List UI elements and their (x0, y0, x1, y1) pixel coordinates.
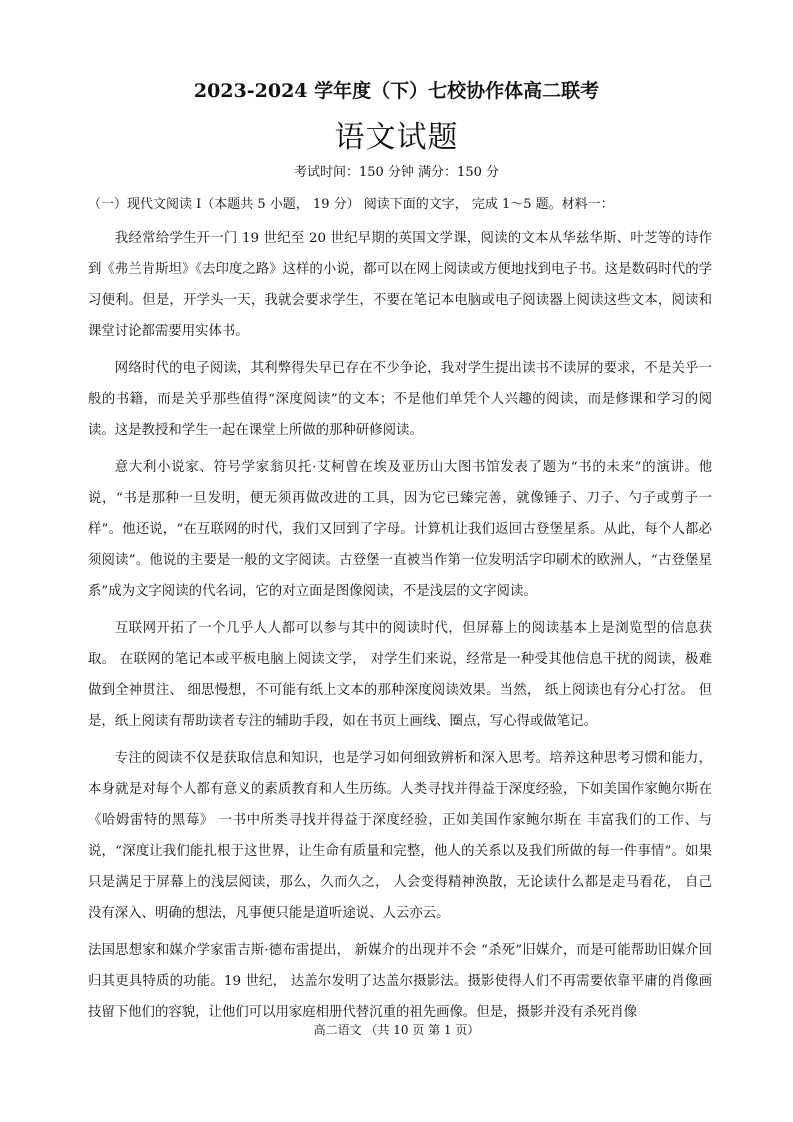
passage-paragraph: 专注的阅读不仅是获取信息和知识，也是学习如何细致辨析和深入思考。培养这种思考习惯和能力，本身就是对每个人都有意义的素质教育和人生历练。人类寻找并得益于深度经验，下如美国作家鲍尔斯在《哈姆雷特的黑莓》 一书中所类寻找并得益于深度经验，正如美国作家鲍尔斯在 丰富我们的工作、与说，“深度让我们能扎根于这世界，让生命有质量和完整，他人的关系以及我们所做的每一件事情”。如果只是满足于屏幕上的浅层阅读，那么，久而久之， 人会变得精神涣散，无论读什么都是走马看花， 自己没有深入、明确的想法，凡事便只能是道听途说、人云亦云。 (88, 751, 712, 921)
passage-paragraph: 互联网开拓了一个几乎人人都可以参与其中的阅读时代，但屏幕上的阅读基本上是浏览型的信息获取。 在联网的笔记本或平板电脑上阅读文学， 对学生们来说，经常是一种受其他信息干扰的阅读，极难做到全神贯注、 细思慢想，不可能有纸上文本的那种深度阅读效果。当然， 纸上阅读也有分心打岔。 但是，纸上阅读有帮助读者专注的辅助手段，如在书页上画线、圈点，写心得或做笔记。 (88, 621, 712, 729)
passage-paragraph: 我经常给学生开一门 19 世纪至 20 世纪早期的英国文学课，阅读的文本从华兹华斯、叶芝等的诗作到《弗兰肯斯坦》《去印度之路》这样的小说，都可以在网上阅读或方便地找到电子书。这是数码时代的学习便利。但是，开学头一天，我就会要求学生，不要在笔记本电脑或电子阅读器上阅读这些文本，阅读和课堂讨论都需要用实体书。 (88, 231, 712, 339)
exam-meta: 考试时间：150 分钟 满分：150 分 (293, 165, 500, 180)
passage-paragraph: 网络时代的电子阅读，其利弊得失早已存在不少争论，我对学生提出读书不读屏的要求，不是关乎一般的书籍，而是关乎那些值得“深度阅读”的文本；不是他们单凭个人兴趣的阅读，而是修课和学习的阅读。这是教授和学生一起在课堂上所做的那种研修阅读。 (88, 361, 712, 438)
page-footer: 高二语文 （共 10 页 第 1 页） (313, 1023, 480, 1037)
passage-paragraph: 意大利小说家、符号学家翁贝托·艾柯曾在埃及亚历山大图书馆发表了题为“书的未来”的演讲。他说，“书是那种一旦发明，便无须再做改进的工具，因为它已臻完善，就像锤子、刀子、勺子或剪子一样”。他还说，“在互联网的时代，我们又回到了字母。计算机让我们返回古登堡星系。从此，每个人都必须阅读”。他说的主要是一般的文字阅读。古登堡一直被当作第一位发明活字印刷术的欧洲人，“古登堡星系”成为文字阅读的代名词，它的对立面是图像阅读，不是浅层的文字阅读。 (88, 460, 712, 599)
exam-title: 2023-2024 学年度（下）七校协作体高二联考 (193, 80, 600, 102)
reading-passage (88, 223, 712, 1034)
subject-title: 语文试题 (334, 120, 459, 155)
section-heading: （一）现代文阅读 I（本题共 5 小题， 19 分） 阅读下面的文字， 完成 1～5 题。材料一： (88, 197, 614, 212)
passage-paragraph: 法国思想家和媒介学家雷吉斯·德布雷提出， 新媒介的出现并不会 “杀死”旧媒介，而是可能帮助旧媒介回归其更具特质的功能。19 世纪， 达盖尔发明了达盖尔摄影法。摄影使得人们不再需要依靠平庸的肖像画技留下他们的容貌，让他们可以用家庭相册代替沉重的祖先画像。但是，摄影并没有杀死肖像 (88, 943, 712, 1020)
